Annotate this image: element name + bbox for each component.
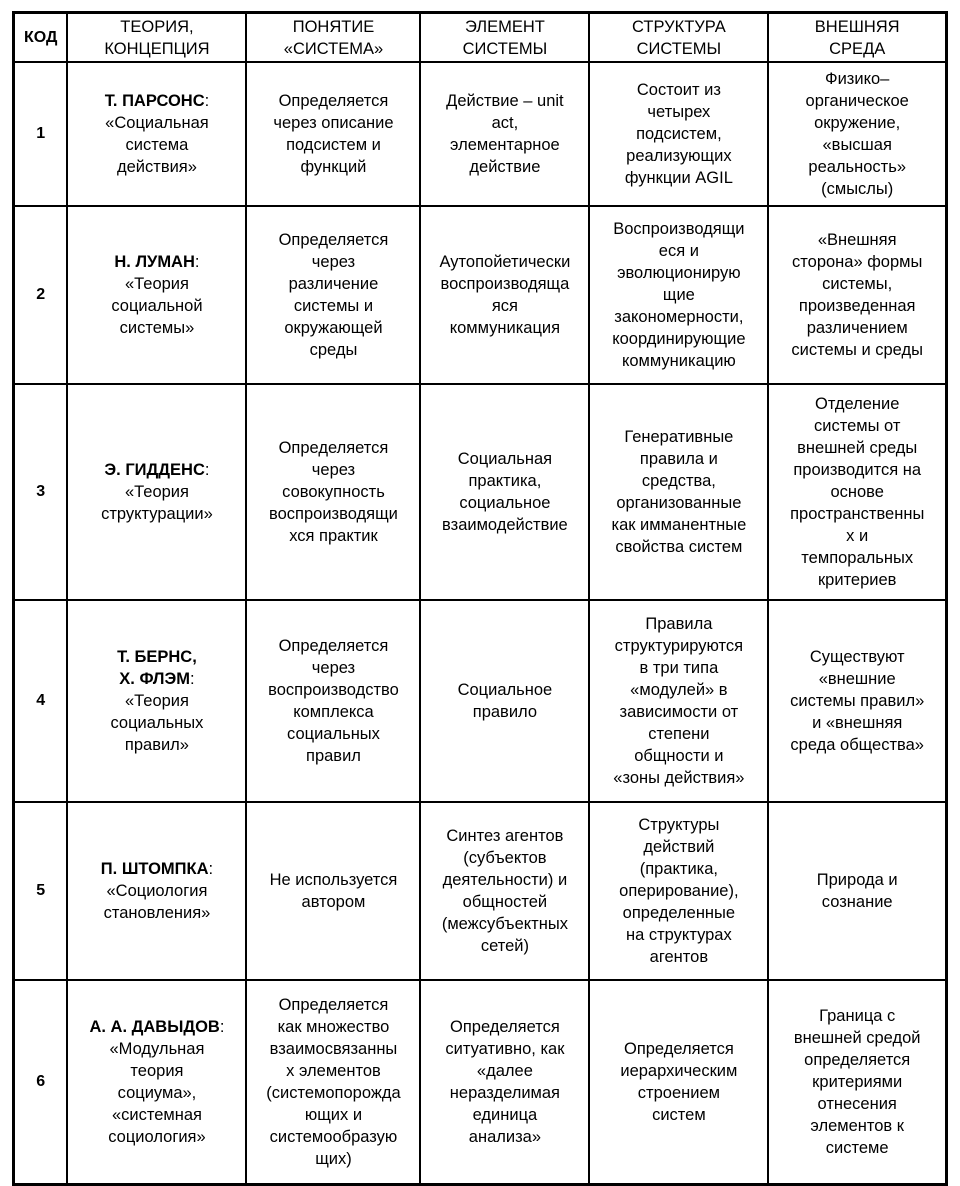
environment-line: системе [825, 1139, 889, 1157]
environment-cell [768, 206, 946, 384]
author-name: Н. ЛУМАН [114, 253, 195, 271]
environment-line: Отделение [814, 395, 900, 413]
concept-line: социальных [287, 725, 380, 743]
environment-cell [768, 600, 946, 802]
structure-line: общности и [634, 747, 724, 765]
concept-line: совокупность [282, 483, 385, 501]
element-cell [420, 62, 589, 206]
structure-line: эволюционирую [617, 264, 741, 282]
author-line [70, 1016, 243, 1038]
theory-line: становления» [103, 904, 211, 922]
author-name: П. ШТОМПКА [100, 860, 209, 878]
element-line: яся [491, 297, 518, 315]
header-line: ПОНЯТИЕ [292, 17, 375, 36]
structure-line: Определяется [623, 1040, 734, 1058]
structure-line: Воспроизводящи [613, 220, 745, 238]
concept-line: системообразую [269, 1128, 398, 1146]
concept-line: как множество [277, 1018, 390, 1036]
row-code-cell: 1 [14, 62, 68, 206]
structure-cell [589, 802, 768, 980]
header-structure [589, 13, 768, 63]
concept-line: среды [309, 341, 358, 359]
row-code-cell: 5 [14, 802, 68, 980]
theory-line: теория [130, 1062, 184, 1080]
theory-cell [67, 62, 246, 206]
theory-cell [67, 802, 246, 980]
concept-cell [246, 600, 420, 802]
element-cell [420, 802, 589, 980]
element-line: социальное [459, 494, 551, 512]
element-line: Действие – unit [446, 92, 564, 110]
row-code-cell: 4 [14, 600, 68, 802]
header-concept [246, 13, 420, 63]
author-line [70, 459, 243, 481]
theory-cell [67, 206, 246, 384]
author-line [70, 251, 243, 273]
concept-line: комплекса [293, 703, 374, 721]
environment-line: «Внешняя [817, 231, 897, 249]
author-suffix: : [204, 461, 210, 479]
environment-line: среда общества» [790, 736, 924, 754]
structure-line: «зоны действия» [613, 769, 745, 787]
concept-cell [246, 62, 420, 206]
theory-cell [67, 384, 246, 600]
author-name: Х. ФЛЭМ [119, 670, 190, 688]
theory-line: «Теория [124, 275, 189, 293]
environment-line: критериями [812, 1073, 903, 1091]
theory-cell [67, 980, 246, 1185]
structure-line: Правила [645, 615, 713, 633]
row-code-cell: 2 [14, 206, 68, 384]
header-line: СИСТЕМЫ [636, 39, 722, 58]
structure-line: (практика, [639, 860, 719, 878]
environment-cell [768, 802, 946, 980]
structure-line: средства, [641, 472, 716, 490]
environment-line: определяется [804, 1051, 911, 1069]
author-suffix: : [204, 92, 210, 110]
structure-line: Генеративные [624, 428, 734, 446]
concept-line: воспроизводящи [269, 505, 398, 523]
author-name: Э. ГИДДЕНС [104, 461, 205, 479]
structure-line: оперирование), [619, 882, 739, 900]
concept-line: автором [301, 893, 366, 911]
concept-line: Определяется [278, 996, 389, 1014]
environment-line: системы правил» [790, 692, 925, 710]
element-line: деятельности) и [442, 871, 568, 889]
row-code-cell: 3 [14, 384, 68, 600]
environment-line: отнесения [817, 1095, 897, 1113]
theory-line: «системная [111, 1106, 202, 1124]
element-line: коммуникация [449, 319, 561, 337]
environment-line: Физико– [825, 70, 890, 88]
environment-line: системы и среды [791, 341, 923, 359]
theory-line: структурации» [101, 505, 213, 523]
structure-line: определенные [622, 904, 736, 922]
environment-line: сознание [821, 893, 893, 911]
structure-line: подсистем, [636, 125, 722, 143]
concept-line: правил [306, 747, 361, 765]
concept-line: Определяется [278, 439, 389, 457]
structure-line: организованные [616, 494, 742, 512]
structure-line: Состоит из [636, 81, 721, 99]
element-line: взаимодействие [442, 516, 568, 534]
structure-line: еся и [658, 242, 699, 260]
header-line: ТЕОРИЯ, [120, 17, 194, 36]
element-cell [420, 384, 589, 600]
systems-comparison-table [12, 11, 948, 1186]
element-line: Аутопойетически [439, 253, 571, 271]
concept-line: функций [300, 158, 367, 176]
element-cell [420, 980, 589, 1185]
environment-line: системы, [822, 275, 893, 293]
element-line: (субъектов [463, 849, 547, 867]
environment-cell [768, 384, 946, 600]
environment-line: элементов к [810, 1117, 905, 1135]
concept-line: через [311, 253, 356, 271]
environment-line: внешней среды [797, 439, 918, 457]
element-line: единица [472, 1106, 538, 1124]
structure-line: закономерности, [614, 308, 744, 326]
structure-line: систем [652, 1106, 706, 1124]
concept-cell [246, 384, 420, 600]
element-line: практика, [468, 472, 542, 490]
header-line: СИСТЕМЫ [462, 39, 548, 58]
element-line: Социальная [457, 450, 553, 468]
concept-cell [246, 802, 420, 980]
table-row [14, 206, 947, 384]
element-line: Социальное [457, 681, 553, 699]
concept-cell [246, 980, 420, 1185]
element-line: (межсубъектных [441, 915, 568, 933]
element-line: правило [472, 703, 538, 721]
systems-comparison-sheet [12, 11, 948, 1186]
concept-line: хся практик [289, 527, 378, 545]
structure-line: реализующих [626, 147, 732, 165]
header-row [14, 13, 947, 63]
concept-line: воспроизводство [268, 681, 399, 699]
concept-line: различение [288, 275, 379, 293]
author-suffix: : [190, 670, 195, 688]
structure-line: четырех [647, 103, 711, 121]
structure-line: в три типа [639, 659, 719, 677]
environment-line: сторона» формы [792, 253, 923, 271]
element-line: Определяется [450, 1018, 560, 1036]
structure-line: на структурах [626, 926, 732, 944]
theory-line: «Социология [106, 882, 208, 900]
element-line: элементарное [450, 136, 560, 154]
concept-line: взаимосвязанны [269, 1040, 398, 1058]
author-name: Т. БЕРНС, [117, 648, 197, 666]
environment-line: различением [806, 319, 908, 337]
environment-line: «высшая [822, 136, 892, 154]
header-element [420, 13, 589, 63]
theory-line: «Модульная [109, 1040, 205, 1058]
concept-line: через [311, 659, 356, 677]
concept-line: Определяется [278, 92, 389, 110]
author-line [70, 858, 243, 880]
concept-line: (системопорожда [266, 1084, 401, 1102]
header-line: СТРУКТУРА [632, 17, 726, 36]
author-name: Т. ПАРСОНС [104, 92, 205, 110]
author-name: А. А. ДАВЫДОВ [89, 1018, 220, 1036]
author-line [70, 668, 243, 690]
environment-line: Граница с [819, 1007, 896, 1025]
theory-cell [67, 600, 246, 802]
table-row [14, 62, 947, 206]
element-line: act, [491, 114, 519, 132]
structure-line: свойства систем [615, 538, 743, 556]
theory-line: «Теория [124, 483, 189, 501]
environment-line: «внешние [818, 670, 896, 688]
header-line: ВНЕШНЯЯ [814, 17, 900, 36]
environment-line: Существуют [809, 648, 905, 666]
element-line: неразделимая [449, 1084, 560, 1102]
element-line: ситуативно, как [445, 1040, 565, 1058]
element-line: «далее [476, 1062, 533, 1080]
element-line: общностей [462, 893, 548, 911]
environment-cell [768, 980, 946, 1185]
structure-cell [589, 384, 768, 600]
environment-line: органическое [805, 92, 909, 110]
theory-line: системы» [119, 319, 195, 337]
header-line: СРЕДА [829, 39, 886, 58]
structure-line: щие [662, 286, 695, 304]
concept-line: щих) [315, 1150, 352, 1168]
theory-line: социология» [108, 1128, 206, 1146]
table-row [14, 980, 947, 1185]
theory-line: социальных [110, 714, 204, 732]
structure-line: степени [648, 725, 710, 743]
environment-line: производится на [793, 461, 922, 479]
structure-cell [589, 980, 768, 1185]
element-cell [420, 600, 589, 802]
environment-line: произведенная [798, 297, 916, 315]
structure-line: структурируются [614, 637, 744, 655]
concept-line: окружающей [284, 319, 383, 337]
environment-line: окружение, [814, 114, 901, 132]
element-cell [420, 206, 589, 384]
environment-cell [768, 62, 946, 206]
concept-line: системы и [293, 297, 374, 315]
author-line [70, 646, 243, 668]
element-line: воспроизводяща [440, 275, 570, 293]
header-code: КОД [14, 13, 68, 63]
structure-line: правила и [639, 450, 718, 468]
table-row [14, 600, 947, 802]
header-line: КОНЦЕПЦИЯ [104, 39, 210, 58]
theory-line: социальной [111, 297, 203, 315]
element-line: сетей) [480, 937, 529, 955]
structure-line: зависимости от [619, 703, 739, 721]
environment-line: критериев [817, 571, 897, 589]
structure-line: агентов [649, 948, 709, 966]
structure-line: Структуры [638, 816, 720, 834]
concept-line: Определяется [278, 637, 389, 655]
concept-line: Определяется [278, 231, 389, 249]
environment-line: системы от [813, 417, 901, 435]
structure-line: строением [637, 1084, 720, 1102]
header-line: ЭЛЕМЕНТ [464, 17, 545, 36]
theory-line: система [125, 136, 189, 154]
structure-cell [589, 62, 768, 206]
concept-cell [246, 206, 420, 384]
environment-line: и «внешняя [812, 714, 903, 732]
environment-line: основе [830, 483, 884, 501]
structure-line: «модулей» в [630, 681, 728, 699]
element-line: Синтез агентов [446, 827, 564, 845]
structure-line: действий [643, 838, 715, 856]
structure-line: координирующие [612, 330, 746, 348]
theory-line: правил» [124, 736, 189, 754]
environment-line: (смыслы) [821, 180, 894, 198]
structure-cell [589, 600, 768, 802]
header-theory [67, 13, 246, 63]
environment-line: внешней средой [793, 1029, 921, 1047]
theory-line: социума», [117, 1084, 197, 1102]
theory-line: «Теория [124, 692, 189, 710]
structure-line: коммуникацию [621, 352, 736, 370]
author-line [70, 90, 243, 112]
concept-line: ющих и [304, 1106, 363, 1124]
structure-line: иерархическим [620, 1062, 738, 1080]
concept-line: через описание [273, 114, 394, 132]
table-body [14, 62, 947, 1185]
header-environment [768, 13, 946, 63]
environment-line: Природа и [816, 871, 898, 889]
author-suffix: : [219, 1018, 225, 1036]
concept-line: Не используется [269, 871, 398, 889]
author-suffix: : [194, 253, 200, 271]
header-line: «СИСТЕМА» [283, 39, 384, 58]
environment-line: х и [846, 527, 869, 545]
concept-line: подсистем и [286, 136, 381, 154]
environment-line: пространственны [790, 505, 925, 523]
author-suffix: : [208, 860, 214, 878]
table-row [14, 802, 947, 980]
element-line: анализа» [468, 1128, 542, 1146]
concept-line: х элементов [286, 1062, 381, 1080]
theory-line: «Социальная [105, 114, 209, 132]
row-code-cell: 6 [14, 980, 68, 1185]
structure-line: функции AGIL [624, 169, 733, 187]
structure-cell [589, 206, 768, 384]
environment-line: реальность» [808, 158, 907, 176]
concept-line: через [311, 461, 356, 479]
structure-line: как имманентные [611, 516, 747, 534]
theory-line: действия» [116, 158, 197, 176]
element-line: действие [469, 158, 541, 176]
environment-line: темпоральных [801, 549, 914, 567]
table-row [14, 384, 947, 600]
